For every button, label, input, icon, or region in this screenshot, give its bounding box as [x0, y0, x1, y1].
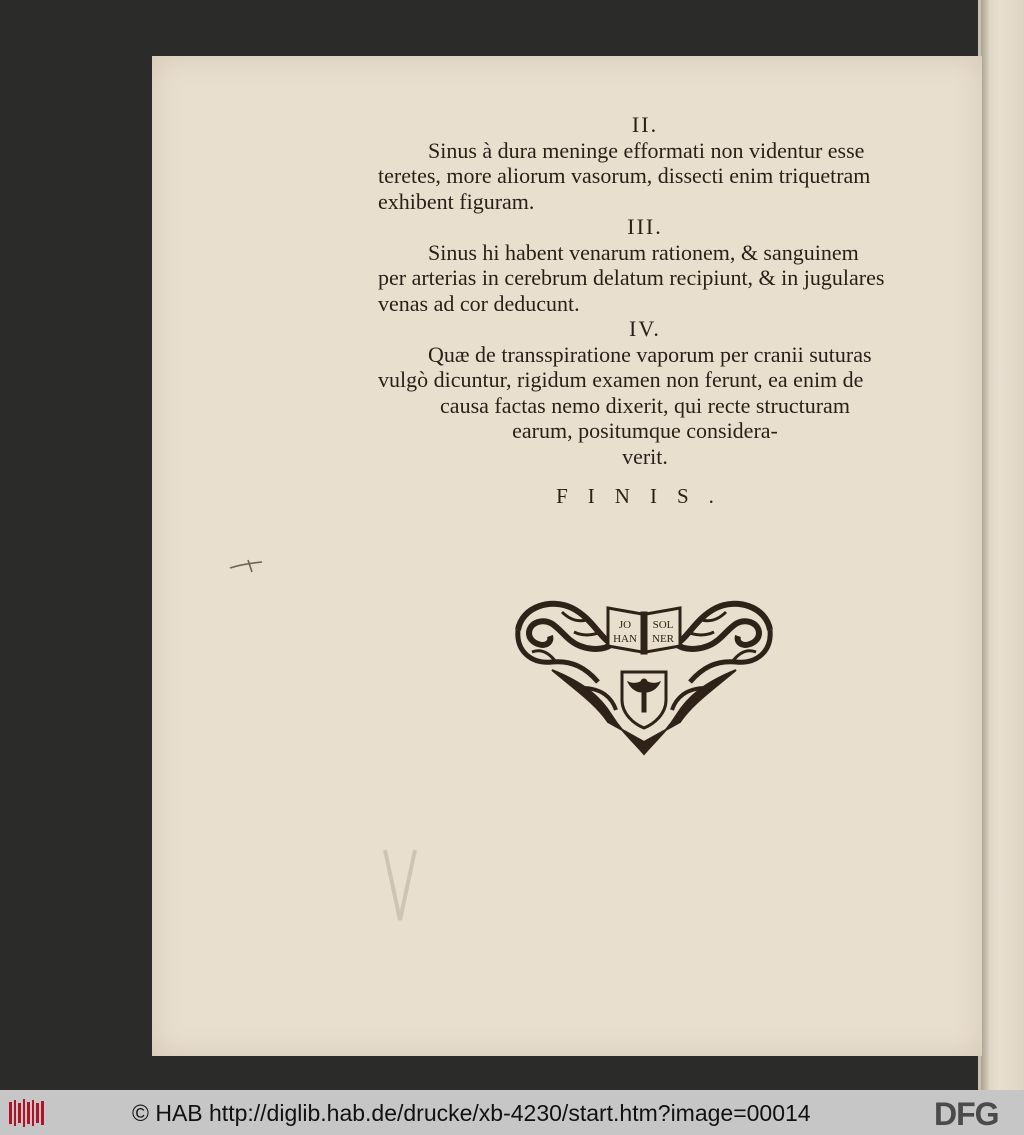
text-line: causa factas nemo dixerit, qui recte structuram: [440, 392, 850, 418]
book-left-text: JO: [618, 619, 632, 631]
text-line: teretes, more aliorum vasorum, dissecti enim triquetram: [378, 163, 871, 188]
pencil-mark-icon: [228, 556, 266, 574]
text-line: Sinus hi habent venarum rationem, & sanguinem: [428, 239, 859, 265]
dfg-logo: [934, 1098, 1018, 1128]
book-right-text-2: NER: [652, 633, 674, 645]
copyright-url[interactable]: © HAB http://diglib.hab.de/drucke/xb-4230/start.htm?image=00014: [132, 1100, 811, 1126]
book-left-text-2: HAN: [613, 633, 637, 645]
text-line: verit.: [622, 443, 668, 469]
text-line: vulgò dicuntur, rigidum examen non ferunt, ea enim de: [378, 367, 864, 392]
text-line: earum, positumque considera-: [512, 418, 778, 443]
section-number: II.: [631, 112, 659, 137]
show-through-ink: [380, 840, 420, 930]
book-right-text: SOL: [652, 619, 674, 631]
text-line: exhibent figuram.: [378, 188, 535, 214]
text-line: venas ad cor deducunt.: [378, 290, 580, 316]
adjacent-page-edge: [978, 0, 1024, 1090]
text-line: Sinus à dura meninge efformati non videntur esse: [428, 137, 865, 163]
finis-heading: FINIS.: [556, 484, 734, 508]
text-line: Quæ de transspiratione vaporum per cranii suturas: [428, 341, 872, 367]
printer-device-ornament: [512, 592, 776, 756]
page-gutter: [981, 0, 989, 1090]
section-number: III.: [627, 214, 663, 239]
footer-bar: [0, 1090, 1024, 1135]
hab-barcode-logo-icon: [8, 1098, 46, 1128]
svg-text:DFG: DFG: [934, 1098, 999, 1128]
section-number: IV.: [629, 316, 661, 341]
text-line: per arterias in cerebrum delatum recipiunt, & in jugulares: [378, 265, 885, 290]
thesis-text: [378, 112, 912, 469]
